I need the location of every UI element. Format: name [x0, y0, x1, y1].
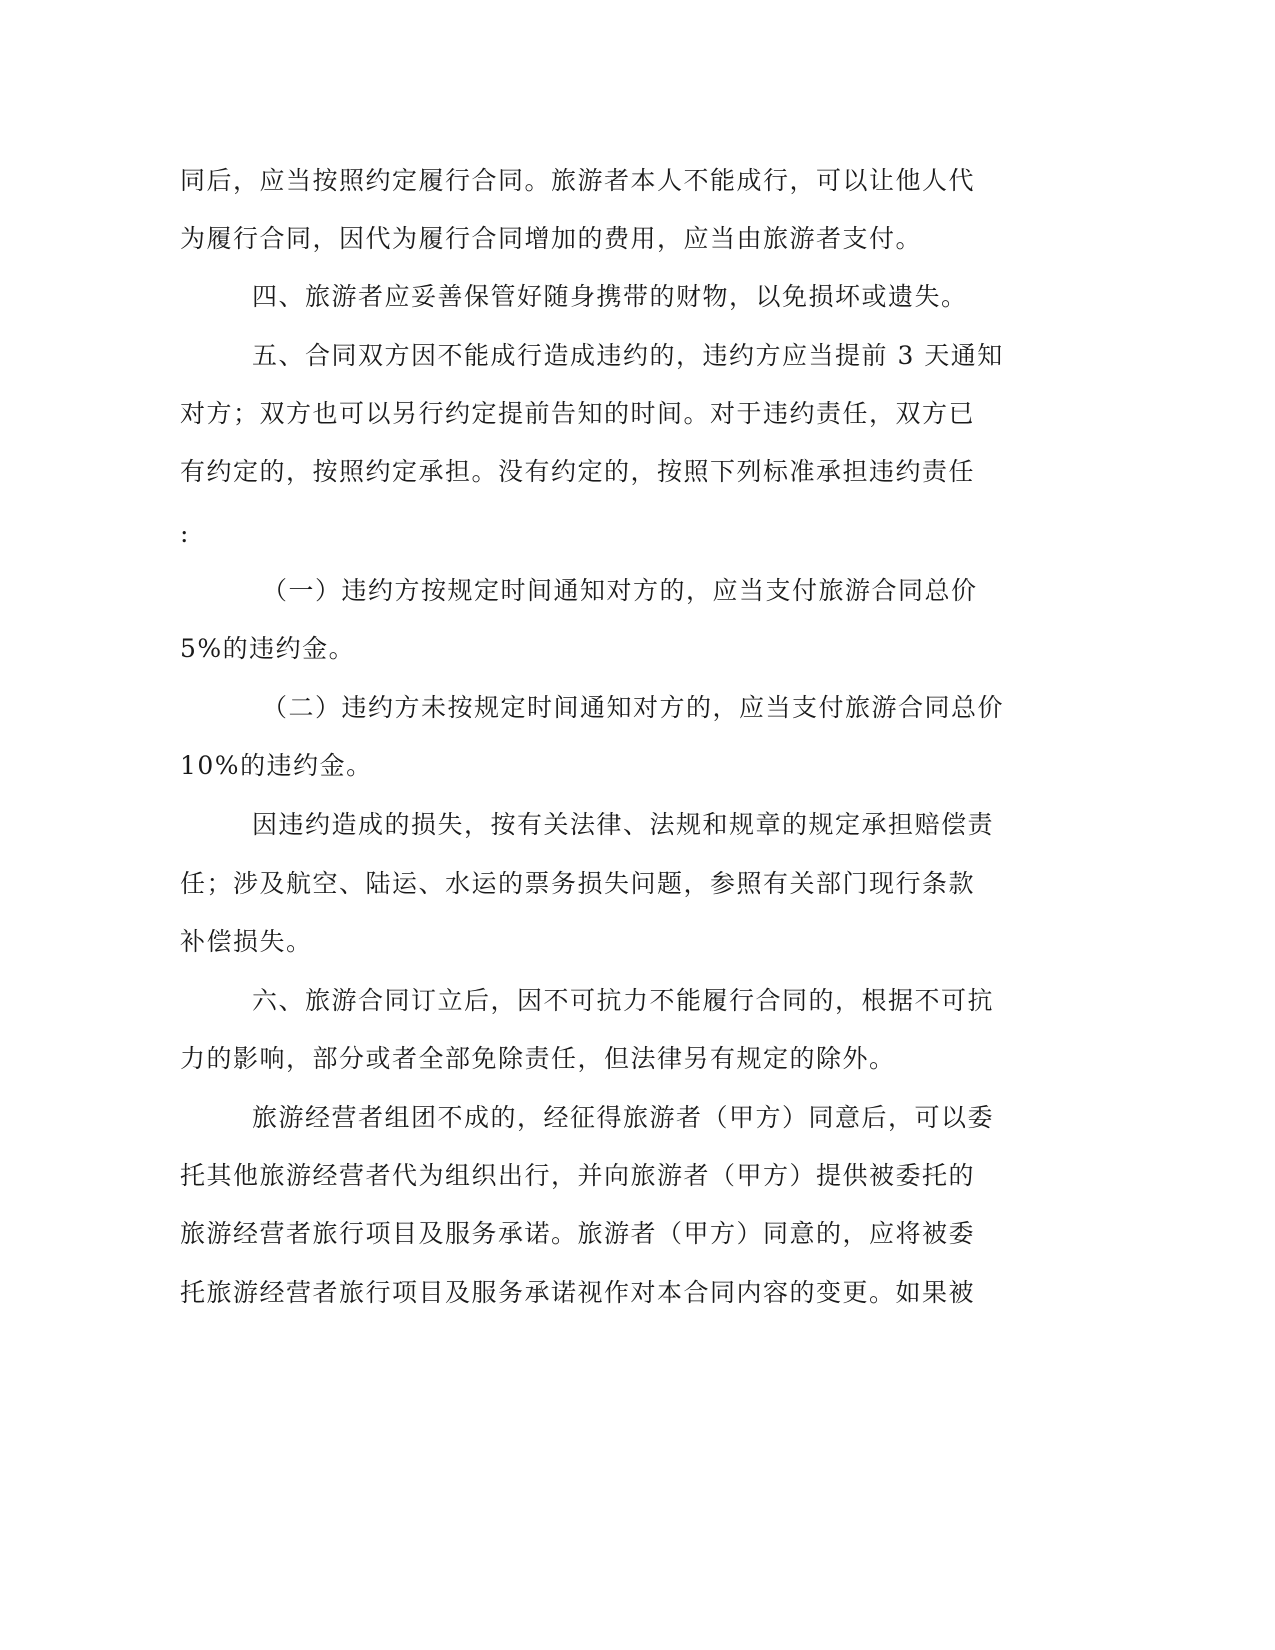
text-line: 补偿损失。	[180, 927, 313, 956]
text-line: 任；涉及航空、陆运、水运的票务损失问题，参照有关部门现行条款	[180, 869, 976, 898]
text-line: 5%的违约金。	[180, 634, 356, 663]
text-line: 对方；双方也可以另行约定提前告知的时间。对于违约责任，双方已	[180, 399, 976, 428]
clause-two: （二）违约方未按规定时间通知对方的，应当支付旅游合同总价	[262, 693, 1005, 722]
text-line: 托旅游经营者旅行项目及服务承诺视作对本合同内容的变更。如果被	[180, 1278, 976, 1307]
paragraph-loss: 因违约造成的损失，按有关法律、法规和规章的规定承担赔偿责	[252, 810, 995, 839]
text-line: 同后，应当按照约定履行合同。旅游者本人不能成行，可以让他人代	[180, 166, 976, 195]
text-line: 10%的违约金。	[180, 751, 373, 780]
paragraph-four: 四、旅游者应妥善保管好随身携带的财物，以免损坏或遗失。	[252, 282, 968, 311]
text-line: 旅游经营者旅行项目及服务承诺。旅游者（甲方）同意的，应将被委	[180, 1219, 976, 1248]
text-line: 力的影响，部分或者全部免除责任，但法律另有规定的除外。	[180, 1044, 896, 1073]
text-line: 有约定的，按照约定承担。没有约定的，按照下列标准承担违约责任	[180, 457, 976, 486]
text-line: 为履行合同，因代为履行合同增加的费用，应当由旅游者支付。	[180, 224, 923, 253]
paragraph-six: 六、旅游合同订立后，因不可抗力不能履行合同的，根据不可抗	[252, 986, 995, 1015]
colon-line: :	[180, 519, 190, 548]
clause-one: （一）违约方按规定时间通知对方的，应当支付旅游合同总价	[262, 576, 978, 605]
text-line: 托其他旅游经营者代为组织出行，并向旅游者（甲方）提供被委托的	[180, 1161, 976, 1190]
paragraph-five: 五、合同双方因不能成行造成违约的，违约方应当提前 3 天通知	[252, 341, 1004, 370]
paragraph-delegation: 旅游经营者组团不成的，经征得旅游者（甲方）同意后，可以委	[252, 1103, 995, 1132]
